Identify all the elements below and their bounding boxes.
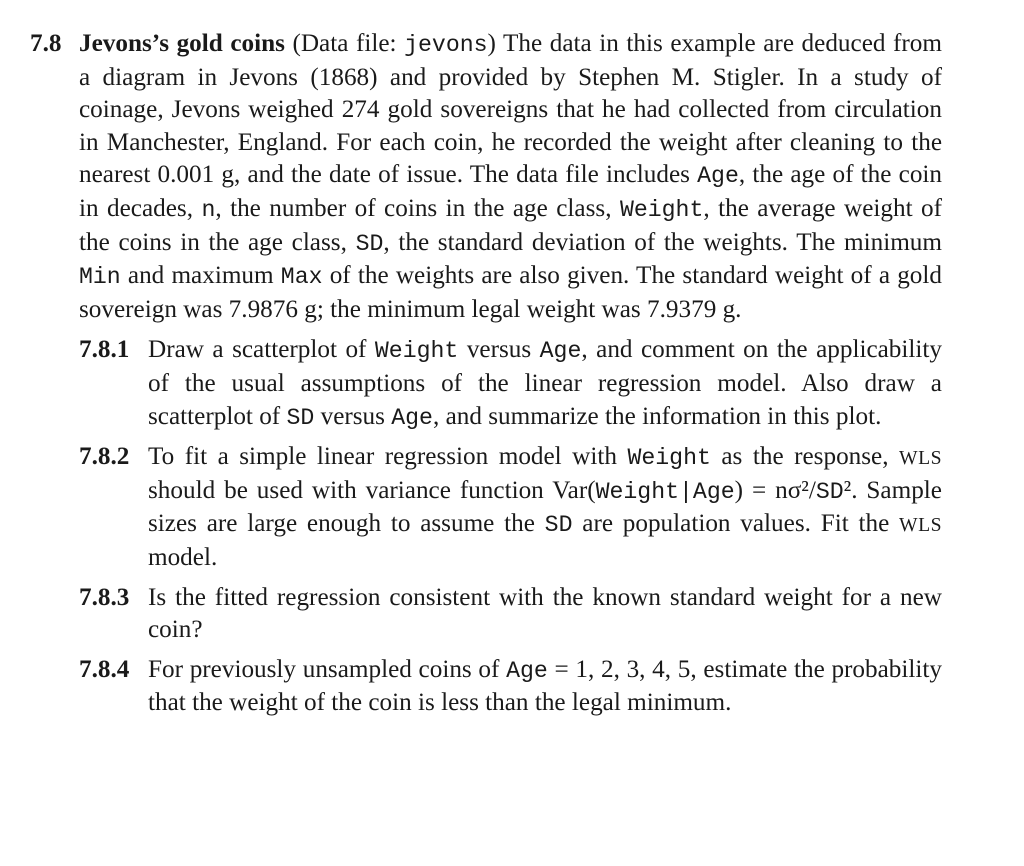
var-weight: Weight bbox=[374, 338, 459, 365]
var-max: Max bbox=[280, 264, 323, 291]
exercise-page bbox=[30, 28, 942, 727]
var-n: n bbox=[201, 196, 216, 223]
subproblem-7-8-1 bbox=[30, 334, 942, 434]
var-age: Age bbox=[506, 657, 548, 684]
subproblem-number: 7.8.2 bbox=[79, 443, 130, 471]
sub-text: = 1, 2, 3, 4, 5, estimate the probability that the weight of the coin is less than the legal minimum. bbox=[148, 655, 942, 717]
var-sd: SD bbox=[544, 512, 573, 539]
var-min: Min bbox=[79, 264, 121, 291]
data-file-open: (Data file: bbox=[284, 30, 405, 57]
sub-text: as the response, bbox=[710, 443, 900, 471]
var-age: Age bbox=[391, 404, 433, 431]
sub-text: , and summarize the information in this plot. bbox=[432, 402, 882, 430]
problem-7-8 bbox=[30, 28, 942, 326]
sub-text: versus bbox=[314, 402, 392, 430]
var-weight-given-age: Weight|Age bbox=[595, 478, 735, 505]
sub-text: ². Sample sizes are large enough to assume the bbox=[148, 476, 942, 538]
sub-text: should be used with variance function Var( bbox=[148, 476, 596, 504]
problem-text-1: The data in this example are deduced from a diagram in Jevons (1868) and provided by Stephen M. Stigler. In a study of coinage, Jevons weighed 274 gold sovereigns that he had collected from circulation in Manchester, England. For each coin, he recorded the weight after cleaning to the nearest 0.001 g, and the date of issue. The data file includes bbox=[79, 30, 942, 189]
subproblem-list bbox=[30, 334, 942, 720]
data-file-close: ) bbox=[487, 30, 496, 57]
var-sd: SD bbox=[286, 404, 315, 431]
sub-text: Draw a scatterplot of bbox=[148, 336, 375, 364]
problem-text-6: and maximum bbox=[120, 262, 281, 290]
sub-text: , and comment on the applicability of the usual assumptions of the linear regression model. Also draw a scatterplot of bbox=[148, 336, 942, 430]
problem-text-5: , the standard deviation of the weights. The minimum bbox=[383, 228, 942, 256]
subproblem-7-8-4 bbox=[30, 654, 942, 720]
subproblem-7-8-3 bbox=[30, 582, 942, 647]
subproblem-number: 7.8.4 bbox=[79, 655, 130, 683]
sub-text: ) = nσ²/ bbox=[734, 476, 816, 504]
var-age: Age bbox=[539, 338, 582, 365]
problem-text-2: , the age of the coin in decades, bbox=[79, 161, 943, 222]
problem-text-7: of the weights are also given. The standard weight of a gold sovereign was 7.9876 g; the minimum legal weight was 7.9379 g. bbox=[79, 262, 942, 323]
sub-text: are population values. Fit the bbox=[572, 510, 900, 538]
problem-text-3: , the number of coins in the age class, bbox=[215, 194, 620, 222]
subproblem-7-8-2 bbox=[30, 441, 942, 574]
sub-text: To fit a simple linear regression model with bbox=[148, 443, 628, 471]
wls-abbrev: WLS bbox=[899, 514, 942, 537]
subproblem-number: 7.8.3 bbox=[79, 583, 130, 611]
sub-text: For previously unsampled coins of bbox=[148, 655, 507, 683]
problem-text-4: , the average weight of the coins in the age class, bbox=[79, 194, 942, 256]
var-weight: Weight bbox=[627, 445, 711, 472]
var-sd: SD bbox=[815, 478, 844, 505]
var-weight: Weight bbox=[619, 196, 704, 223]
sub-text: versus bbox=[458, 336, 540, 364]
sub-text: Is the fitted regression consistent with the known standard weight for a new coin? bbox=[148, 583, 942, 644]
sub-text: model. bbox=[148, 543, 218, 571]
var-sd: SD bbox=[355, 230, 384, 257]
wls-abbrev: WLS bbox=[899, 447, 942, 470]
subproblem-number: 7.8.1 bbox=[79, 336, 130, 364]
problem-number: 7.8 bbox=[30, 30, 62, 57]
problem-title: Jevons’s gold coins bbox=[79, 30, 285, 57]
data-file-name: jevons bbox=[404, 32, 488, 58]
var-age: Age bbox=[697, 163, 739, 190]
